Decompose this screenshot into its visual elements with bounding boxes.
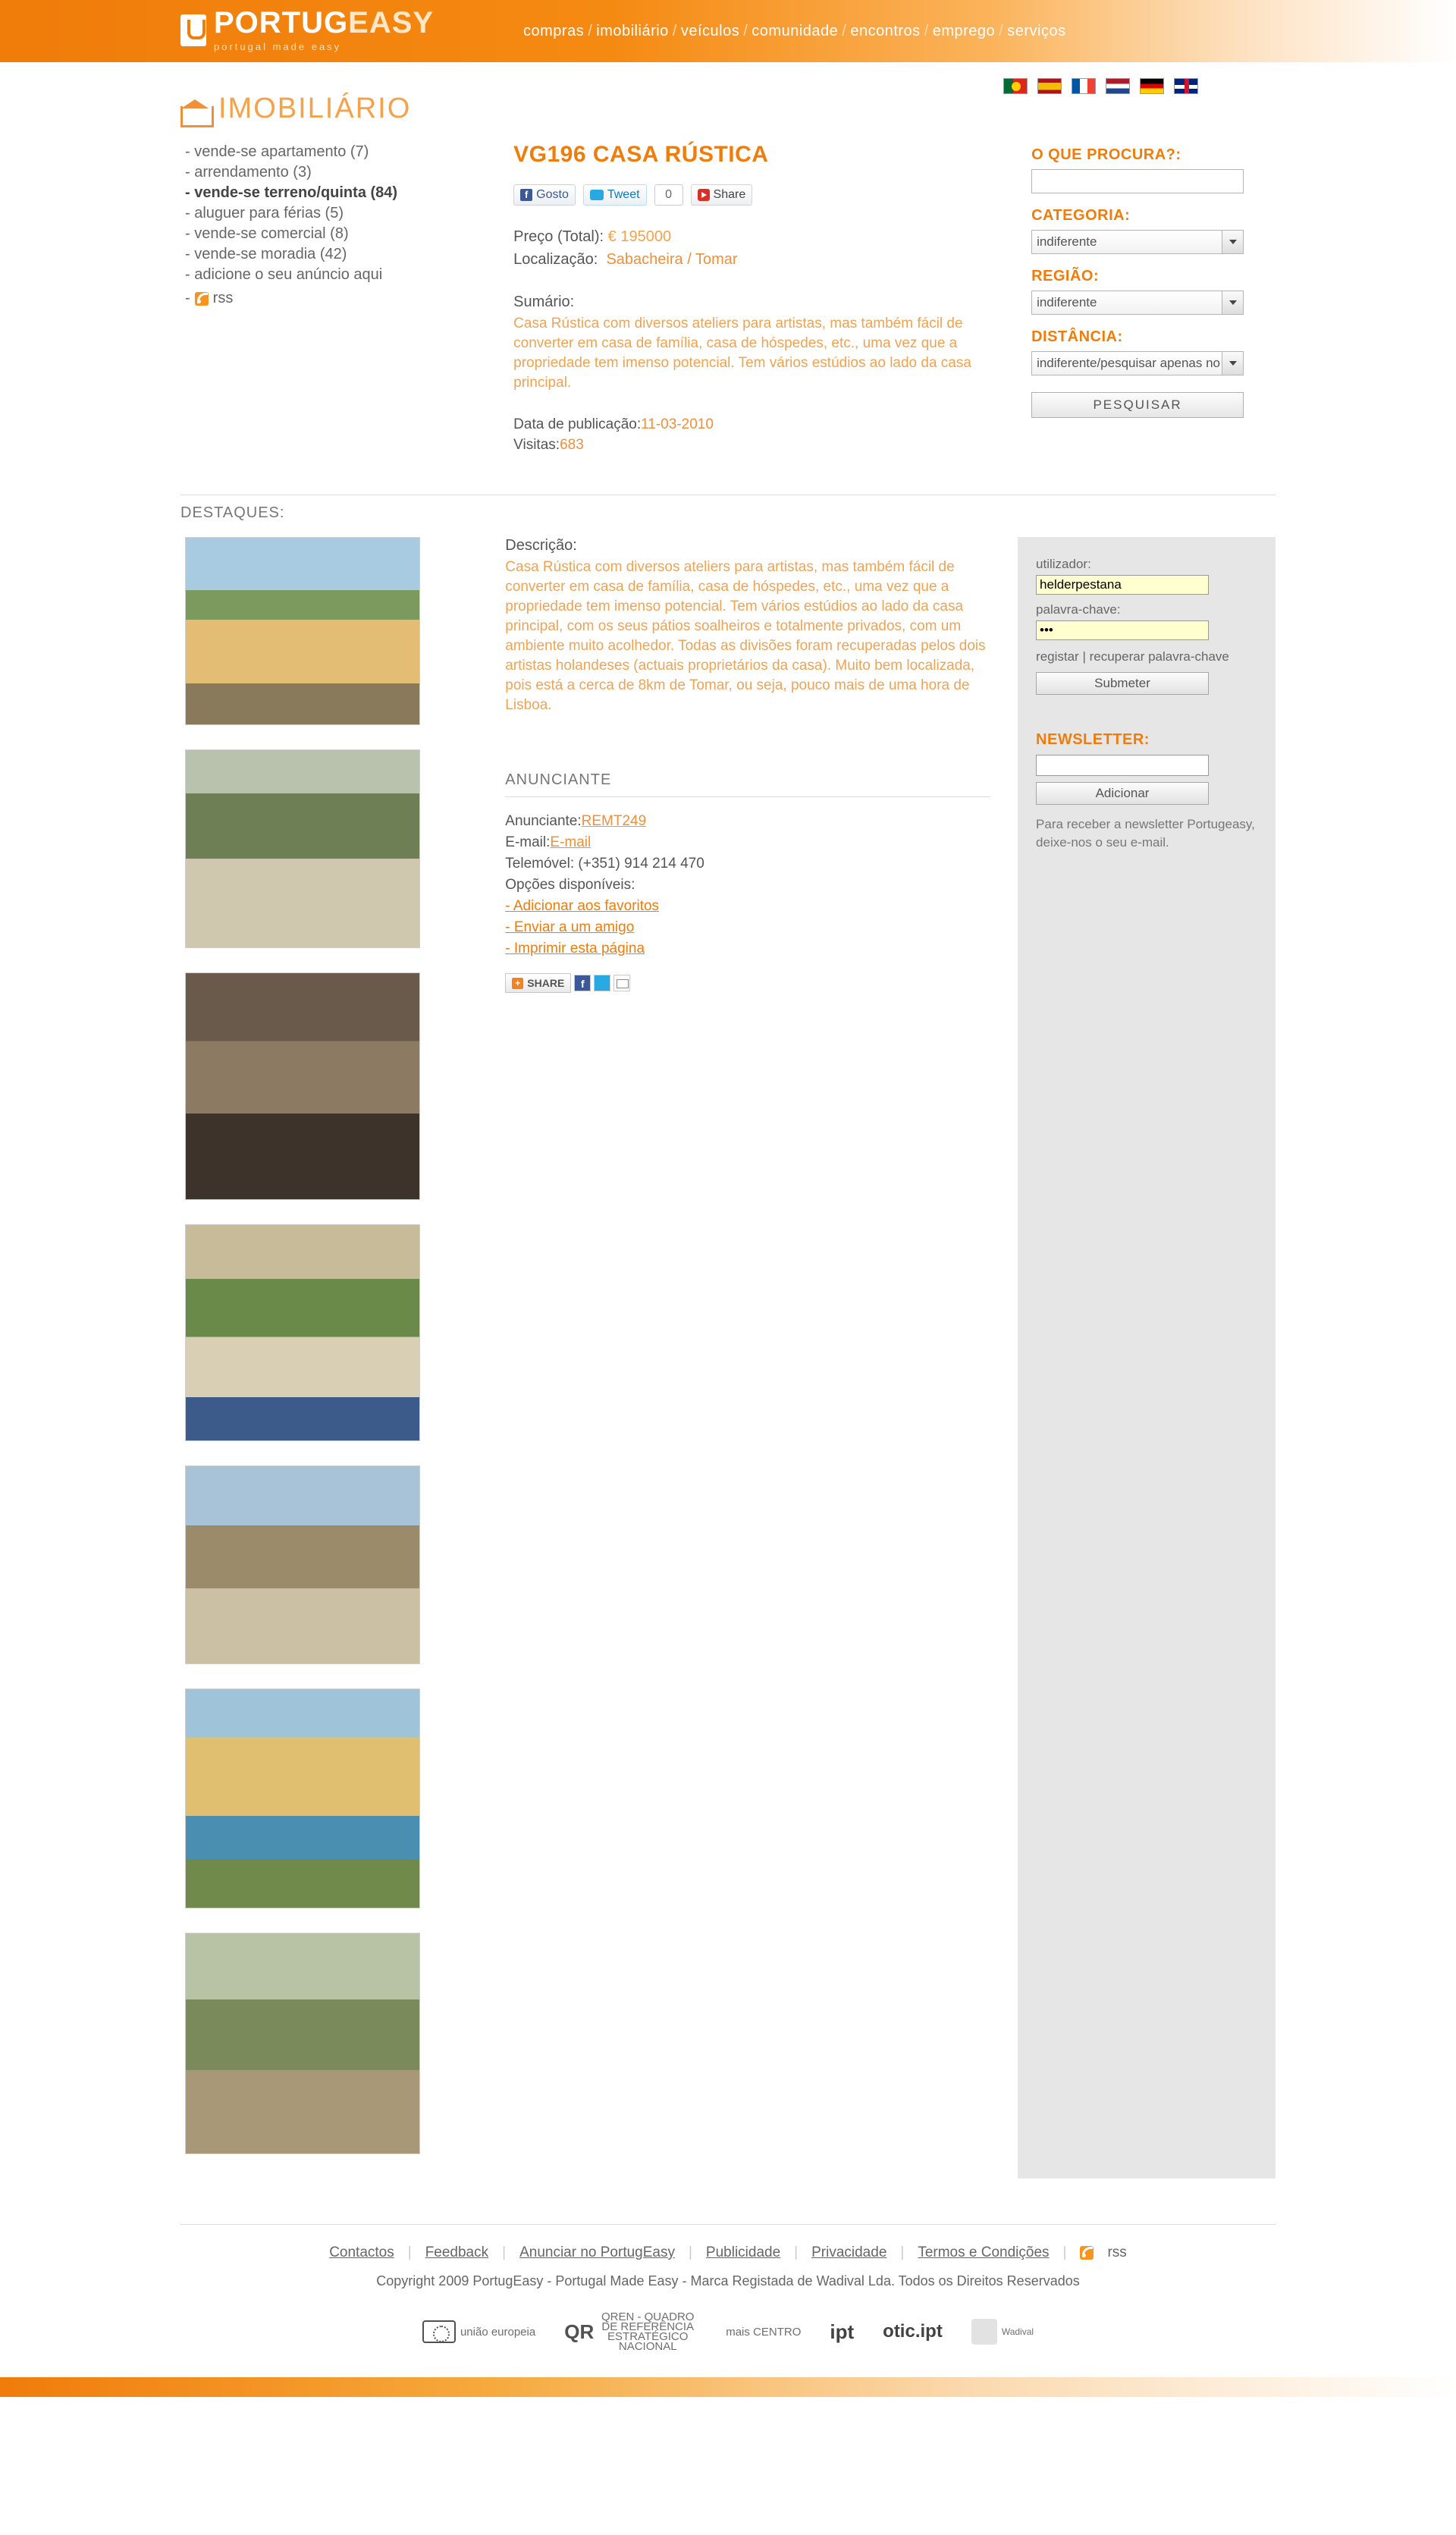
sidebar-item-label: - vende-se terreno/quinta (84) — [185, 184, 398, 201]
advertiser-heading: ANUNCIANTE — [505, 771, 990, 797]
footer — [180, 2224, 1276, 2351]
visits-row — [513, 435, 1031, 455]
logo-label: ipt — [830, 2320, 855, 2343]
sidebar-item-apartamento[interactable] — [185, 142, 513, 162]
logo-mais-centro — [726, 2312, 801, 2351]
top-bar — [0, 0, 1456, 62]
sidebar — [180, 142, 513, 455]
footer-link-privacidade[interactable]: Privacidade — [811, 2244, 887, 2260]
qren-mark: QR — [564, 2320, 595, 2343]
sidebar-item-label: - aluguer para férias (5) — [185, 205, 344, 221]
footer-link-termos[interactable]: Termos e Condições — [918, 2244, 1050, 2260]
password-label: palavra-chave: — [1036, 602, 1121, 617]
nav-item-compras[interactable]: compras — [523, 23, 585, 39]
footer-link-anunciar[interactable]: Anunciar no PortugEasy — [519, 2244, 675, 2260]
advertiser-details — [505, 811, 1010, 960]
recover-password-link[interactable]: recuperar palavra-chave — [1089, 649, 1229, 664]
register-link[interactable]: registar — [1036, 649, 1079, 664]
flag-pt-icon[interactable] — [1003, 78, 1028, 94]
newsletter-heading: NEWSLETTER: — [1036, 731, 1150, 748]
publication-date-label: Data de publicação: — [513, 416, 642, 432]
facebook-icon: f — [520, 189, 532, 201]
newsletter-add-button[interactable]: Adicionar — [1036, 782, 1209, 805]
newsletter-email-input[interactable] — [1036, 755, 1209, 776]
listing-meta — [513, 414, 1031, 455]
top-navigation: compras / imobiliário / veículos / comunidade / encontros / emprego / serviços — [523, 23, 1066, 39]
logo-ipt — [830, 2312, 854, 2351]
location-label: Localização: — [513, 251, 598, 268]
sidebar-item-ferias[interactable] — [185, 203, 513, 224]
footer-link-contactos[interactable]: Contactos — [329, 2244, 394, 2260]
destaques-header: DESTAQUES: — [180, 495, 1276, 522]
search-input[interactable] — [1031, 169, 1244, 193]
login-panel — [1018, 537, 1276, 2178]
google-share-button[interactable] — [691, 184, 753, 206]
distance-select[interactable] — [1031, 351, 1244, 375]
twitter-share-icon[interactable] — [594, 975, 610, 991]
photo-garden-slope[interactable] — [185, 1933, 420, 2154]
sidebar-item-rss[interactable]: - rss — [185, 288, 513, 309]
logo-main: PORTUG — [214, 6, 349, 39]
visits-label: Visitas: — [513, 437, 560, 453]
logo-label: união europeia — [460, 2325, 536, 2339]
tweet-count: 0 — [654, 184, 683, 206]
copyright-text: Copyright 2009 PortugEasy - Portugal Made Easy - Marca Registada de Wadival Lda. Todos os Direitos Reservados — [376, 2273, 1080, 2288]
google-share-label: Share — [713, 188, 746, 201]
search-panel — [1031, 142, 1276, 455]
logo-label: mais CENTRO — [726, 2325, 802, 2339]
listing-title: VG196 CASA RÚSTICA — [513, 142, 769, 167]
logo-otic-ipt — [883, 2312, 943, 2351]
photo-house-hillside[interactable] — [185, 537, 420, 725]
flag-uk-icon[interactable] — [1174, 78, 1198, 94]
share-label: SHARE — [527, 977, 565, 989]
photo-interior-room[interactable] — [185, 972, 420, 1200]
category-select-wrap — [1031, 225, 1244, 254]
logo-label: otic.ipt — [883, 2321, 943, 2342]
chevron-down-icon[interactable] — [1222, 231, 1243, 253]
advertiser-phone-value: (+351) 914 214 470 — [578, 856, 704, 872]
description-label: Descrição: — [505, 537, 577, 554]
twitter-tweet-button[interactable] — [583, 184, 647, 206]
top-columns — [180, 142, 1276, 455]
sidebar-item-arrendamento[interactable] — [185, 162, 513, 183]
logo-label: QREN - QUADRO DE REFERÊNCIA ESTRATÉGICO NACIONAL — [601, 2310, 695, 2353]
description-text: Casa Rústica com diversos ateliers para artistas, mas também fácil de converter em casa de família, casa de hóspedes, etc., uma vez que a propriedade tem imenso potencial. Tem vários estúdios ao lado da casa principal, com os seus pátios soalheiros e totalmente privados, com um ambiente muito acolhedor. Todas as divisões foram recuperadas pelos dois artistas holandeses (actuais proprietários da casa). Muito bem localizada, pois está a cerca de 8km de Tomar, ou seja, pouco mais de uma hora de Lisboa. — [505, 559, 986, 713]
flag-de-icon[interactable] — [1140, 78, 1164, 94]
sidebar-item-adicionar-anuncio[interactable] — [185, 265, 513, 285]
footer-link-feedback[interactable]: Feedback — [425, 2244, 489, 2260]
photo-gallery — [180, 537, 505, 2178]
price-row — [513, 225, 1031, 248]
footer-link-publicidade[interactable]: Publicidade — [705, 2244, 781, 2260]
wadival-icon — [971, 2319, 997, 2345]
facebook-like-label: Gosto — [536, 188, 569, 201]
summary-label: Sumário: — [513, 294, 575, 310]
submit-button[interactable]: Submeter — [1036, 672, 1209, 695]
logo-wordmark — [214, 8, 434, 38]
description-column — [505, 537, 1010, 2178]
advertiser-name-row — [505, 811, 1010, 832]
category-label: CATEGORIA: — [1031, 207, 1131, 224]
distance-label: DISTÂNCIA: — [1031, 328, 1123, 345]
login-links — [1036, 649, 1257, 664]
logo-accent: EASY — [348, 6, 435, 39]
advertiser-name-label: Anunciante: — [505, 813, 582, 829]
facebook-share-icon[interactable]: f — [574, 975, 591, 991]
tweet-label: Tweet — [607, 188, 640, 201]
region-select[interactable] — [1031, 291, 1244, 315]
section-header — [180, 93, 1276, 125]
advertiser-phone-row — [505, 853, 1010, 875]
publication-date-value: 11-03-2010 — [641, 416, 714, 432]
sidebar-item-label: - vende-se comercial (8) — [185, 225, 349, 242]
photo-courtyard-trees[interactable] — [185, 749, 420, 948]
options-label: Opções disponíveis: — [505, 877, 635, 893]
sidebar-item-moradia[interactable] — [185, 244, 513, 265]
password-input[interactable] — [1036, 620, 1209, 640]
username-label: utilizador: — [1036, 557, 1091, 571]
rss-icon — [195, 292, 209, 306]
location-row — [513, 248, 1031, 271]
logo-wadival — [971, 2312, 1034, 2351]
price-label: Preço (Total): — [513, 228, 604, 245]
social-buttons — [513, 184, 1031, 206]
email-share-icon[interactable] — [613, 975, 630, 991]
flag-es-icon[interactable] — [1037, 78, 1062, 94]
nav-item-emprego[interactable]: emprego — [932, 23, 996, 39]
sidebar-list — [185, 142, 513, 309]
facebook-like-button[interactable] — [513, 184, 576, 206]
flag-fr-icon[interactable] — [1072, 78, 1096, 94]
advertiser-email-label: E-mail: — [505, 834, 551, 850]
sidebar-item-comercial[interactable] — [185, 224, 513, 244]
region-label: REGIÃO: — [1031, 268, 1100, 284]
lower-section — [180, 537, 1276, 2178]
house-icon — [180, 99, 209, 125]
share-plus-icon: + — [512, 978, 523, 989]
sidebar-item-label: - vende-se moradia (42) — [185, 246, 347, 262]
price-value: € 195000 — [607, 228, 672, 245]
site-logo[interactable] — [180, 8, 434, 52]
partner-logos — [180, 2312, 1276, 2351]
bottom-bar — [0, 2377, 1456, 2397]
logo-label: Wadival — [1001, 2326, 1034, 2337]
advertiser-phone-label: Telemóvel: — [505, 856, 575, 872]
share-bar — [505, 973, 1010, 993]
eu-flag-icon — [422, 2320, 456, 2343]
footer-links: Contactos | Feedback | Anunciar no PortugEasy | Publicidade | Privacidade | Termos e Condições | rss — [329, 2244, 1127, 2260]
footer-rss-label[interactable]: rss — [1107, 2244, 1127, 2260]
rss-icon — [1080, 2246, 1094, 2260]
send-to-friend-link[interactable]: - Enviar a um amigo — [505, 919, 635, 935]
photo-stone-house[interactable] — [185, 1465, 420, 1664]
nav-item-comunidade[interactable]: comunidade — [752, 23, 839, 39]
language-flags — [1003, 78, 1198, 94]
category-select[interactable] — [1031, 230, 1244, 254]
twitter-icon — [590, 190, 604, 200]
nav-item-veiculos[interactable]: veículos — [680, 23, 740, 39]
main-content — [0, 93, 1456, 2351]
photo-patio-plants[interactable] — [185, 1224, 420, 1441]
sidebar-item-label: - adicione o seu anúncio aqui — [185, 266, 383, 283]
location-value[interactable]: Sabacheira / Tomar — [606, 251, 738, 268]
sidebar-item-label: - arrendamento (3) — [185, 164, 312, 181]
sidebar-rss-label: rss — [212, 290, 234, 306]
sidebar-item-terreno-quinta[interactable] — [185, 183, 513, 203]
add-to-favorites-link[interactable]: - Adicionar aos favoritos — [505, 898, 660, 914]
sidebar-item-label: - vende-se apartamento (7) — [185, 143, 369, 160]
summary-text: Casa Rústica com diversos ateliers para artistas, mas também fácil de converter em casa de família, casa de hóspedes, etc., uma vez que a propriedade tem imenso potencial. Tem vários estúdios ao lado da casa principal. — [513, 316, 971, 391]
nav-item-servicos[interactable]: serviços — [1007, 23, 1066, 39]
link-separator: | — [1082, 649, 1086, 664]
chevron-down-icon[interactable] — [1222, 352, 1243, 375]
nav-item-imobiliario[interactable]: imobiliário — [596, 23, 669, 39]
google-share-icon — [698, 189, 710, 201]
flag-nl-icon[interactable] — [1106, 78, 1130, 94]
advertiser-name-value[interactable]: REMT249 — [581, 813, 647, 829]
distance-select-wrap — [1031, 346, 1244, 375]
photo-pool-yard[interactable] — [185, 1688, 420, 1908]
logo-icon — [180, 14, 206, 46]
advertiser-email-row — [505, 832, 1010, 853]
advertiser-email-link[interactable]: E-mail — [550, 834, 592, 850]
listing-summary — [513, 142, 1031, 455]
listing-facts — [513, 225, 1031, 271]
share-button[interactable] — [505, 973, 571, 993]
query-label: O QUE PROCURA?: — [1031, 146, 1181, 163]
logo-uniao-europeia — [422, 2312, 535, 2351]
print-page-link[interactable]: - Imprimir esta página — [505, 941, 645, 957]
visits-value: 683 — [560, 437, 584, 453]
publication-date-row — [513, 414, 1031, 435]
username-input[interactable] — [1036, 575, 1209, 595]
region-select-wrap — [1031, 285, 1244, 315]
logo-qren — [564, 2312, 697, 2351]
newsletter-note: Para receber a newsletter Portugeasy, deixe-nos o seu e-mail. — [1036, 817, 1255, 850]
logo-tagline: portugal made easy — [214, 41, 342, 52]
page-title: IMOBILIÁRIO — [218, 93, 412, 124]
nav-item-encontros[interactable]: encontros — [850, 23, 921, 39]
search-button[interactable]: PESQUISAR — [1031, 392, 1244, 418]
chevron-down-icon[interactable] — [1222, 291, 1243, 314]
